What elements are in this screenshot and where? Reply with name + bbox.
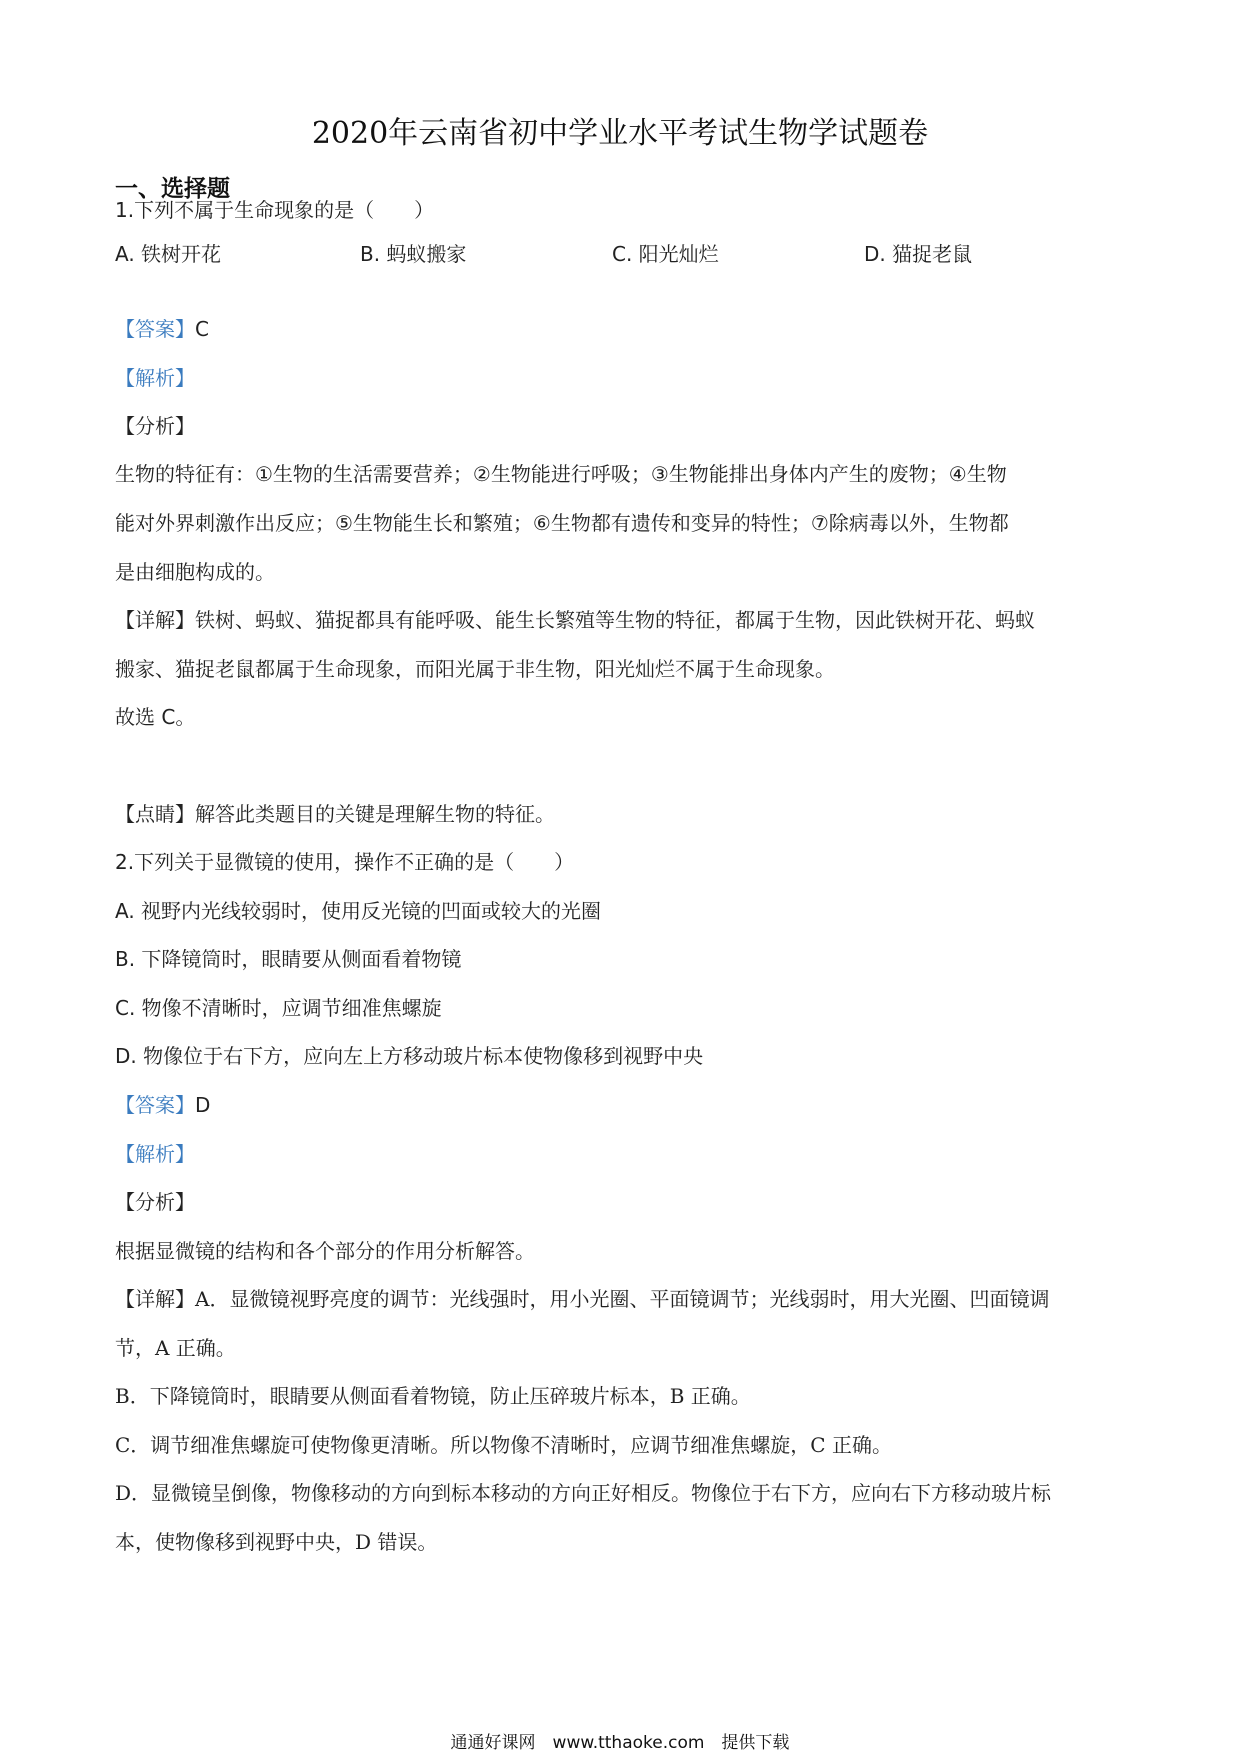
question-2-option-c: C. 物像不清晰时，应调节细准焦螺旋	[115, 996, 442, 1020]
question-2-option-a: A. 视野内光线较弱时，使用反光镜的凹面或较大的光圈	[115, 899, 602, 923]
question-2-detail-line: 本，使物像移到视野中央，D 错误。	[115, 1530, 438, 1554]
detail-tag: 【详解】	[115, 1287, 195, 1311]
question-2-jiexi-tag: 【解析】	[115, 1142, 195, 1166]
answer-value: D	[195, 1093, 211, 1117]
question-2-detail-line: D．显微镜呈倒像，物像移动的方向到标本移动的方向正好相反。物像位于右下方，应向右下方移动玻片标	[115, 1481, 1052, 1505]
question-1-dianjing: 【点睛】解答此类题目的关键是理解生物的特征。	[115, 802, 555, 826]
answer-value: C	[195, 317, 209, 341]
question-2-fenxi-text: 根据显微镜的结构和各个部分的作用分析解答。	[115, 1239, 535, 1263]
question-1-jiexi-tag: 【解析】	[115, 366, 195, 390]
question-2-fenxi-tag: 【分析】	[115, 1190, 195, 1214]
answer-tag: 【答案】	[115, 317, 195, 341]
question-1-option-a: A. 铁树开花	[115, 242, 222, 266]
question-1-detail-line: 搬家、猫捉老鼠都属于生命现象，而阳光属于非生物，阳光灿烂不属于生命现象。	[115, 657, 835, 681]
question-1-conclusion: 故选 C。	[115, 705, 196, 729]
question-2-answer	[115, 1091, 1135, 1119]
dianjing-tag: 【点睛】	[115, 802, 195, 826]
page-footer: 通通好课网 www.tthaoke.com 提供下载	[450, 1733, 790, 1753]
question-1-fenxi-line: 能对外界刺激作出反应；⑤生物能生长和繁殖；⑥生物都有遗传和变异的特性；⑦除病毒以外，生物都	[115, 511, 1009, 535]
question-1-stem: 1.下列不属于生命现象的是（ ）	[115, 198, 435, 222]
question-1-fenxi-tag: 【分析】	[115, 414, 195, 438]
page-title: 2020年云南省初中学业水平考试生物学试题卷	[311, 116, 929, 151]
detail-tag: 【详解】	[115, 608, 195, 632]
question-1-fenxi-line: 生物的特征有：①生物的生活需要营养；②生物能进行呼吸；③生物能排出身体内产生的废物；④生物	[115, 462, 1007, 486]
question-2-stem: 2.下列关于显微镜的使用，操作不正确的是（ ）	[115, 850, 575, 874]
question-1-answer	[115, 315, 1135, 343]
question-1-fenxi-line: 是由细胞构成的。	[115, 560, 275, 584]
answer-tag: 【答案】	[115, 1093, 195, 1117]
question-2-option-b: B. 下降镜筒时，眼睛要从侧面看着物镜	[115, 947, 462, 971]
question-2-detail-line: 节，A 正确。	[115, 1336, 236, 1360]
question-1-detail-line: 【详解】铁树、蚂蚁、猫捉都具有能呼吸、能生长繁殖等生物的特征，都属于生物，因此铁树开花、蚂蚁	[115, 608, 1035, 632]
section-heading: 一、选择题	[115, 176, 230, 202]
question-2-detail-line: C．调节细准焦螺旋可使物像更清晰。所以物像不清晰时，应调节细准焦螺旋，C 正确。	[115, 1433, 892, 1457]
question-2-detail-line: 【详解】A．显微镜视野亮度的调节：光线强时，用小光圈、平面镜调节；光线弱时，用大光圈、凹面镜调	[115, 1287, 1050, 1311]
question-2-option-d: D. 物像位于右下方，应向左上方移动玻片标本使物像移到视野中央	[115, 1044, 704, 1068]
question-2-detail-line: B．下降镜筒时，眼睛要从侧面看着物镜，防止压碎玻片标本，B 正确。	[115, 1384, 751, 1408]
question-1-option-c: C. 阳光灿烂	[612, 242, 719, 266]
question-1-option-b: B. 蚂蚁搬家	[360, 242, 467, 266]
question-1-option-d: D. 猫捉老鼠	[864, 242, 973, 266]
